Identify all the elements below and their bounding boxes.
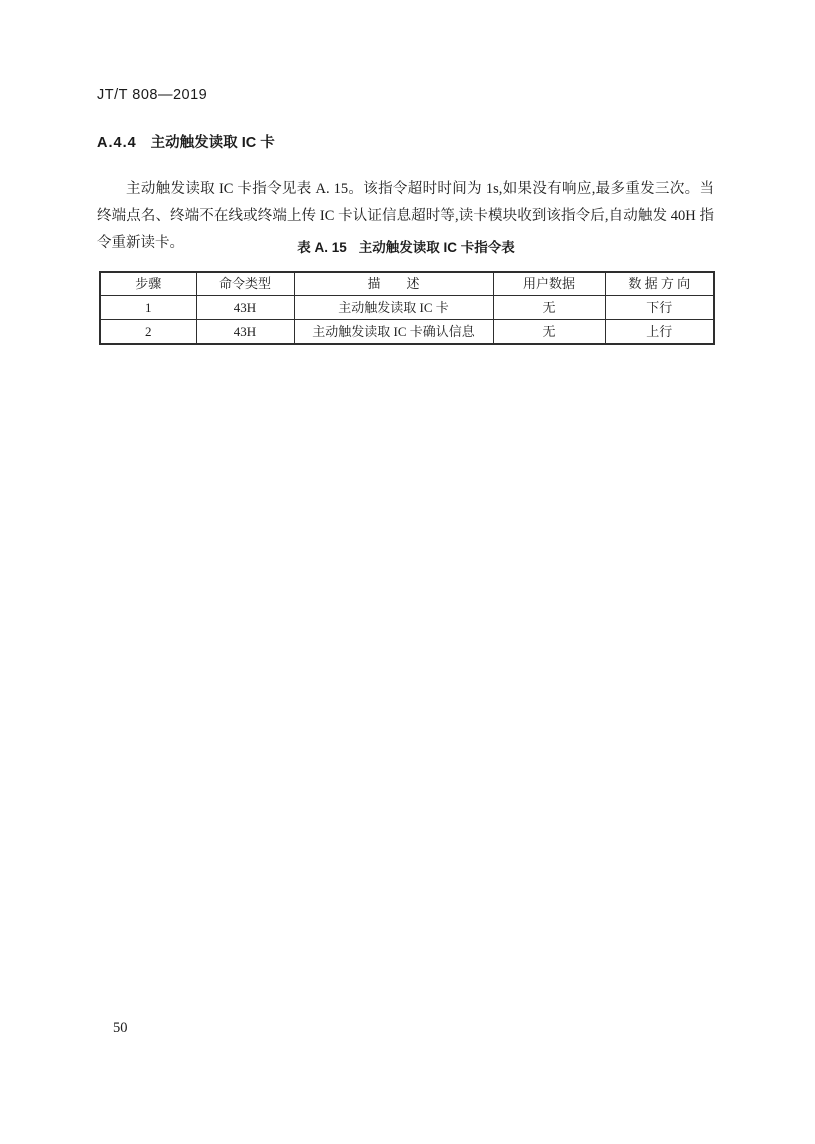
table-caption [99,236,713,256]
table-cell: 无 [493,296,605,320]
command-table [99,271,715,345]
table-row [100,296,714,320]
table-cell: 43H [196,320,294,345]
table-caption-title: 主动触发读取 IC 卡指令表 [358,240,515,255]
table-cell: 主动触发读取 IC 卡 [294,296,493,320]
table-header-cell: 用户数据 [493,272,605,296]
table-cell: 2 [100,320,196,345]
table-header-row [100,272,714,296]
section-number: A.4.4 [97,135,137,151]
page-number: 50 [113,1020,128,1036]
table-cell: 下行 [605,296,714,320]
table-row [100,320,714,345]
table-cell: 43H [196,296,294,320]
table-header-cell: 描 述 [294,272,493,296]
body-paragraph: 主动触发读取 IC 卡指令见表 A. 15。该指令超时时间为 1s,如果没有响应,最多重发三次。当终端点名、终端不在线或终端上传 IC 卡认证信息超时等,读卡模块收到该指令后,自动触发 40H 指令重新读卡。 [97,180,714,251]
section-title: 主动触发读取 IC 卡 [150,135,275,151]
table-header-cell: 命令类型 [196,272,294,296]
table-caption-label: 表 A. 15 [297,240,347,255]
table-header-cell: 步骤 [100,272,196,296]
standard-number: JT/T 808—2019 [97,87,208,103]
section-heading [97,131,275,152]
table-cell: 无 [493,320,605,345]
table-cell: 主动触发读取 IC 卡确认信息 [294,320,493,345]
table-header-cell: 数 据 方 向 [605,272,714,296]
table-cell: 1 [100,296,196,320]
table-cell: 上行 [605,320,714,345]
